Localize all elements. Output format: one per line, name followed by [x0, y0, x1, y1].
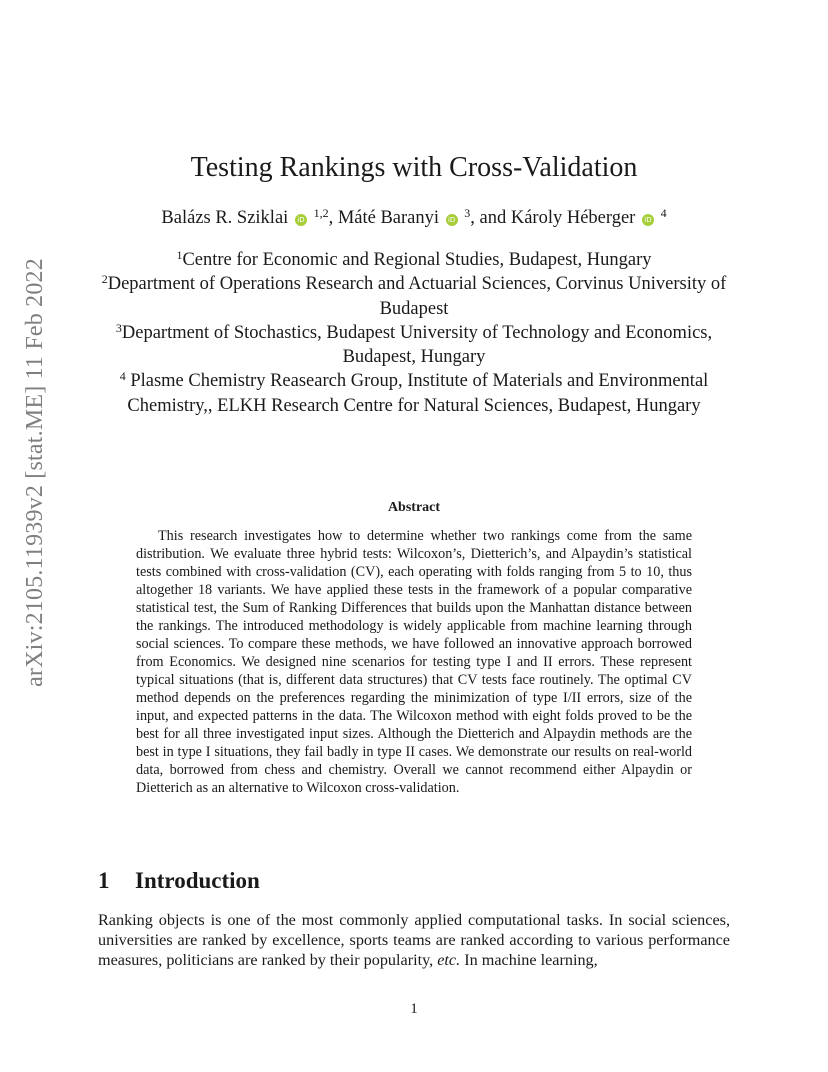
section-heading — [98, 868, 728, 894]
arxiv-identifier: arXiv:2105.11939v2 [stat.ME] 11 Feb 2022 — [21, 257, 48, 687]
author-affiliation-ref: 4 — [660, 206, 667, 220]
intro-etc: etc. — [437, 951, 461, 970]
author-list — [0, 208, 828, 229]
affiliation-item — [100, 248, 728, 272]
affiliation-number: 4 — [119, 369, 126, 384]
orcid-icon[interactable]: iD — [295, 214, 307, 226]
intro-text: Ranking objects is one of the most commonly applied computational tasks. In social sciences, universities are ranked by excellence, sports teams are ranked according to various performance measures, politicians are ranked by their popularity, — [98, 911, 730, 970]
affiliation-item — [100, 321, 728, 370]
author-affiliation-ref: 3 — [464, 206, 471, 220]
author-name: Balázs R. Sziklai — [161, 208, 289, 228]
author-separator: , — [328, 208, 338, 228]
affiliation-text: Plasme Chemistry Reasearch Group, Institute of Materials and Environmental Chemistry,, ELKH Research Centre for Natural Sciences, Budapest, Hungary — [125, 371, 709, 416]
author-name: Máté Baranyi — [337, 208, 440, 228]
intro-text-end: In machine learning, — [460, 951, 598, 970]
affiliation-number: 2 — [101, 272, 108, 287]
abstract-text: This research investigates how to determine whether two rankings come from the same distribution. We evaluate three hybrid tests: Wilcoxon’s, Dietterich’s, and Alpaydin’s statistical tests combined with cross-validation (CV), each operating with folds ranging from 5 to 10, thus altogether 18 variants. We have applied these tests in the framework of a popular comparative statistical test, the Sum of Ranking Differences that builds upon the Manhattan distance between the rankings. The introduced methodology is widely applicable from machine learning through social sciences. To compare these methods, we have followed an innovative approach borrowed from Economics. We designed nine scenarios for testing type I and II errors. These represent typical situations (that is, different data structures) that CV tests face routinely. The optimal CV method depends on the preferences regarding the minimization of type I/II errors, size of the input, and expected patterns in the data. The Wilcoxon method with eight folds proved to be the best for all three investigated input sizes. Although the Dietterich and Alpaydin methods are the best in type I situations, they fail badly in type II cases. We demonstrate our results on real-world data, borrowed from chess and chemistry. Overall we cannot recommend either Alpaydin or Dietterich as an alternative to Wilcoxon cross-validation. — [136, 528, 692, 796]
arxiv-sidebar-stamp — [12, 257, 58, 687]
author-affiliation-ref: 1,2 — [313, 206, 329, 220]
section-number: 1 — [98, 868, 110, 893]
affiliation-list — [100, 248, 728, 418]
page-number: 1 — [410, 1001, 418, 1017]
paper-title: Testing Rankings with Cross-Validation — [190, 152, 638, 183]
affiliation-item — [100, 272, 728, 321]
introduction-paragraph — [98, 910, 730, 971]
affiliation-text: Department of Stochastics, Budapest University of Technology and Economics, Budapest, Hungary — [121, 322, 713, 368]
affiliation-number: 3 — [115, 320, 122, 335]
author-name: Károly Héberger — [510, 208, 636, 228]
affiliation-text: Centre for Economic and Regional Studies, Budapest, Hungary — [182, 250, 652, 270]
orcid-icon[interactable]: iD — [446, 214, 458, 226]
abstract-heading: Abstract — [387, 500, 441, 515]
affiliation-number: 1 — [176, 248, 183, 262]
orcid-icon[interactable]: iD — [642, 214, 654, 226]
affiliation-item — [100, 369, 728, 418]
section-title: Introduction — [135, 868, 260, 893]
author-separator: , and — [470, 208, 511, 228]
affiliation-text: Department of Operations Research and Actuarial Sciences, Corvinus University of Budapest — [107, 274, 727, 319]
